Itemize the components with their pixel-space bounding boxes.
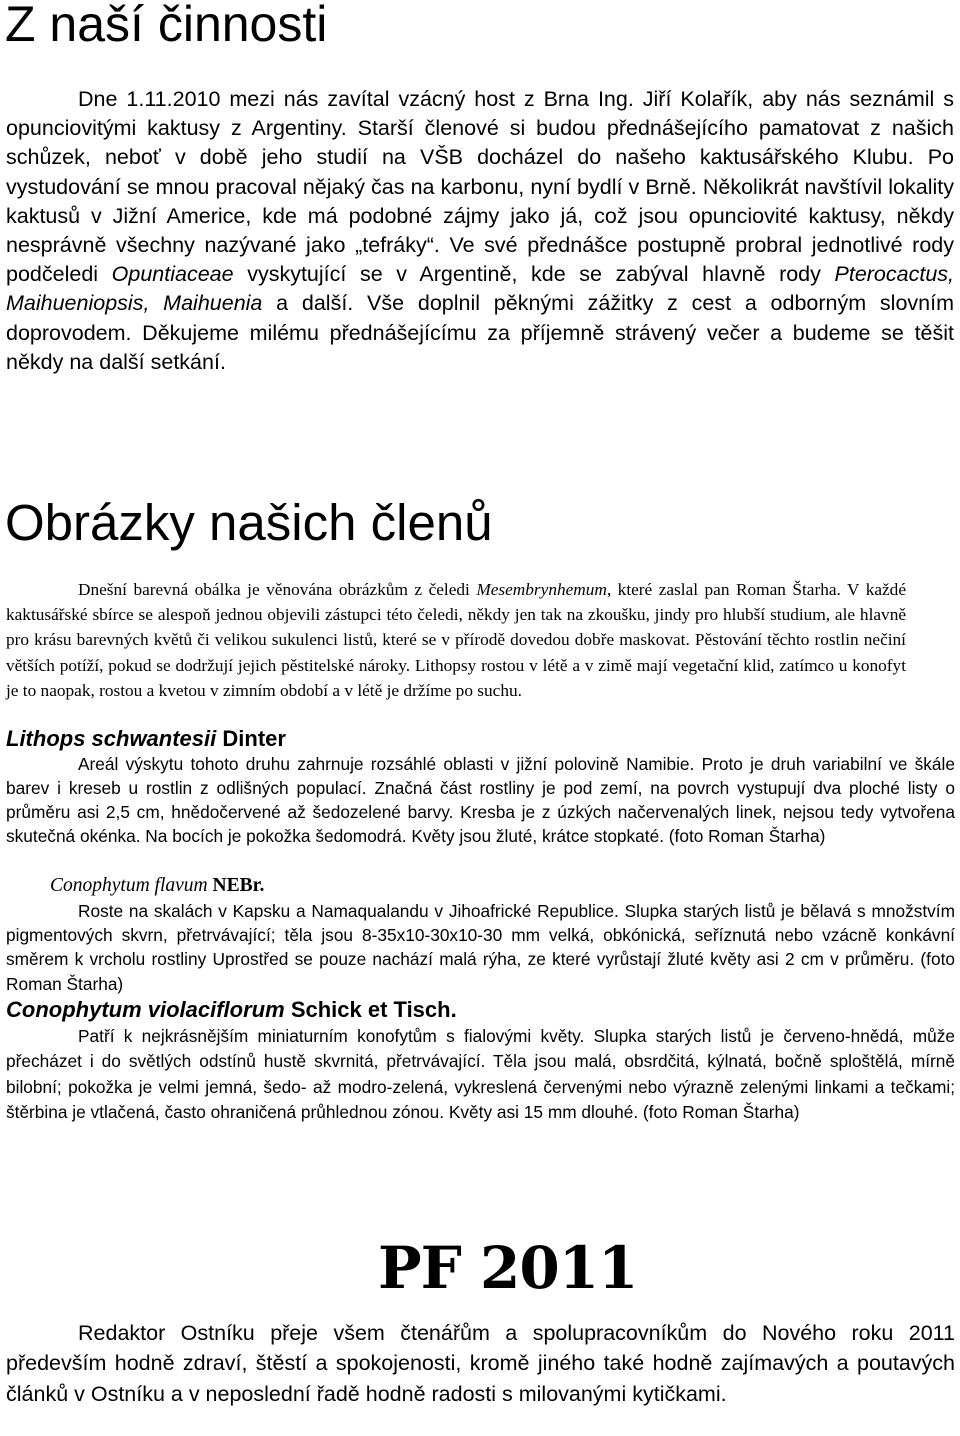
member-pictures-text-1: Dnešní barevná obálka je věnována obrázkům z čeledi	[78, 580, 477, 599]
species-text: Areál výskytu tohoto druhu zahrnuje rozsáhlé oblasti v jižní polovině Namibie. Proto je druh variabilní ve škále barev i kreseb u rostlin z odlišných populací. Značná část rostliny je pod zemí, na povrch vystupují dva ploché listy o průměru asi 2,5 cm, hnědočervené až šedozelené barvy. Kresba je z úzkých načervenalých linek, nejsou tedy vytvořena skutečná okénka. Na bocích je pokožka šedomodrá. Květy jsou žluté, krátce stopkaté. (foto Roman Štarha)	[6, 754, 955, 847]
species-author: Dinter	[222, 726, 286, 751]
species-description-conophytum-violaciflorum	[6, 1024, 955, 1126]
activities-italic-2: Pterocactus, Maihueniopsis, Maihuenia	[6, 262, 954, 316]
activities-paragraph	[6, 85, 954, 377]
species-name: Conophytum violaciflorum	[6, 997, 285, 1022]
species-name: Conophytum flavum	[50, 875, 208, 896]
section-title-member-pictures: Obrázky našich členů	[5, 494, 493, 551]
member-pictures-italic: Mesembrynhemum	[476, 580, 607, 599]
activities-text-2: vyskytující se v Argentině, kde se zabýval hlavně rody	[233, 262, 835, 287]
member-pictures-paragraph	[6, 577, 906, 703]
species-description-conophytum-flavum	[6, 899, 955, 996]
activities-text-3: a další. Vše doplnil pěknými zážitky z cest a odborným slovním doprovodem. Děkujeme milému přednášejícímu za příjemně strávený večer a budeme se těšit někdy na další setkání.	[6, 291, 954, 374]
species-heading-lithops	[6, 726, 286, 752]
species-text: Patří k nejkrásnějším miniaturním konofytům s fialovými květy. Slupka starých listů je červeno-hnědá, může přecházet i do světlých odstínů hustě skvrnitá, přetrvávající. Těla jsou malá, obsrdčitá, kýlnatá, bočně sploštělá, mírně bilobní; pokožka je velmi jemná, šedo- až modro-zelená, vykreslená červenými nebo výrazně zelenými linkami a tečkami; štěrbina je vtlačená, často ohraničená průhlednou zónou. Květy asi 15 mm dlouhé. (foto Roman Štarha)	[6, 1026, 955, 1123]
species-author: Schick et Tisch.	[290, 997, 457, 1022]
section-title-activities: Z naší činnosti	[5, 0, 328, 52]
species-name: Lithops schwantesii	[6, 726, 217, 751]
species-heading-conophytum-flavum	[50, 874, 264, 898]
species-author: NEBr.	[212, 875, 265, 896]
pf-2011-heading: PF 2011	[378, 1234, 638, 1302]
new-year-greeting	[6, 1318, 955, 1409]
activities-text-1: Dne 1.11.2010 mezi nás zavítal vzácný host z Brna Ing. Jiří Kolařík, aby nás seznámil s opunciovitými kaktusy z Argentiny. Starší členové si budou přednášejícího pamatovat z našich schůzek, neboť v době jeho studií na VŠB docházel do našeho kaktusářského Klubu. Po vystudování se mnou pracoval nějaký čas na karbonu, nyní bydlí v Brně. Několikrát navštívil lokality kaktusů v Jižní Americe, kde má podobné zájmy jako já, což jsou opunciovité kaktusy, někdy nesprávně všechny nazývané jako „tefráky“. Ve své přednášce postupně probral jednotlivé rody podčeledi	[6, 87, 954, 287]
species-heading-conophytum-violaciflorum	[6, 997, 457, 1023]
member-pictures-text-2: , které zaslal pan Roman Štarha. V každé kaktusářské sbírce se alespoň jednou objevili zástupci této čeledi, někdy jen tak na zkoušku, jindy pro hlubší studium, ale hlavně pro krásu barevných květů či velikou sukulenci listů, které se v přírodě dovedou dobře maskovat. Pěstování těchto rostlin nečiní větších potíží, pokud se dodržují jejich pěstitelské nároky. Lithopsy rostou v létě a v zimě mají vegetační klid, zatímco u konofyt je to naopak, rostou a kvetou v zimním období a v létě je držíme po suchu.	[6, 580, 906, 700]
species-text: Roste na skalách v Kapsku a Namaqualandu v Jihoafrické Republice. Slupka starých listů je bělavá s množstvím pigmentových skvrn, přetrvávající; těla jsou 8-35x10-30x10-30 mm velká, obkónická, seříznutá nebo vzácně konkávní směrem k vrcholu rostliny Uprostřed se pouze nachází malá rýha, ze které vyrůstají žluté květy asi 2 cm v průměru. (foto Roman Štarha)	[6, 901, 955, 994]
species-description-lithops	[6, 752, 955, 848]
activities-italic-1: Opuntiaceae	[111, 262, 234, 287]
greeting-text: Redaktor Ostníku přeje všem čtenářům a spolupracovníkům do Nového roku 2011 především hodně zdraví, štěstí a spokojenosti, kromě jiného také hodně zajímavých a poutavých článků v Ostníku a v neposlední řadě hodně radosti s milovanými kytičkami.	[6, 1321, 955, 1406]
